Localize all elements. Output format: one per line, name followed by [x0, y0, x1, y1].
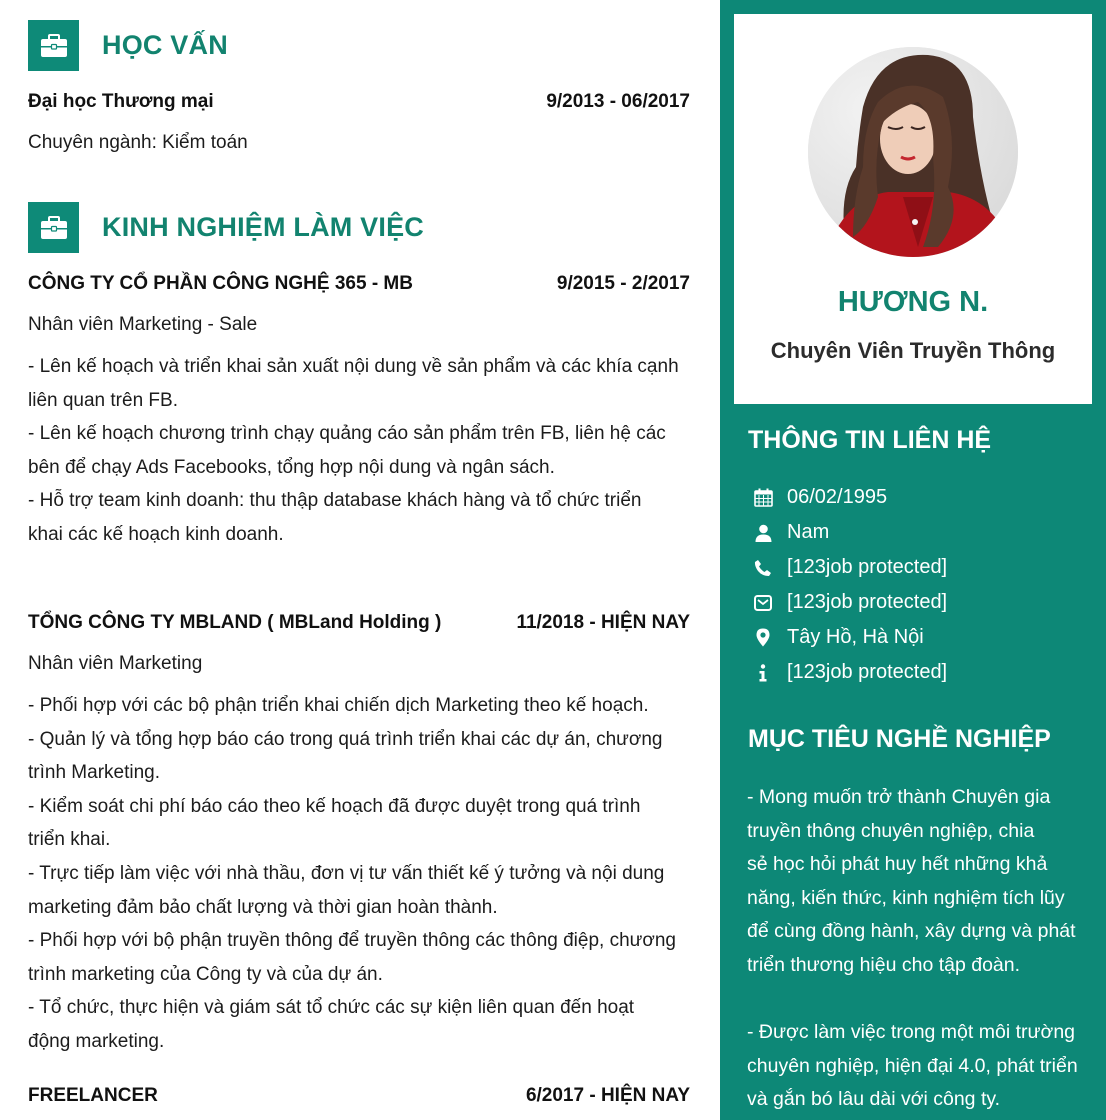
education-header [28, 20, 228, 71]
paragraph-gap [747, 983, 1092, 1017]
contact-title: THÔNG TIN LIÊN HỆ [748, 426, 992, 454]
contact-list [752, 480, 947, 690]
description-line: trình marketing của Công ty và của dự án. [28, 963, 383, 985]
description-line: - Lên kế hoạch chương trình chạy quảng cáo sản phẩm trên FB, liên hệ các [28, 423, 666, 445]
contact-item-address [752, 620, 947, 655]
description-line: - Kiểm soát chi phí báo cáo theo kế hoạch đã được duyệt trong quá trình [28, 795, 641, 817]
description-line: khai các kế hoạch kinh doanh. [28, 523, 284, 545]
gender-value: Nam [787, 521, 830, 543]
objective-line: - Mong muốn trở thành Chuyên gia [747, 786, 1051, 808]
profile-name: HƯƠNG N. [837, 286, 989, 318]
description-line: trình Marketing. [28, 762, 160, 784]
education-entry [28, 91, 690, 113]
job-period: 9/2015 - 2/2017 [556, 273, 690, 294]
objective-line: và gắn bó lâu dài với công ty. [747, 1088, 1001, 1111]
job-header [28, 273, 690, 295]
objective-line: sẻ học hỏi phát huy hết những khả [747, 853, 1048, 876]
briefcase-icon [28, 20, 79, 71]
sidebar [720, 0, 1106, 1120]
objective-line: để cùng đồng hành, xây dựng và phát [747, 920, 1076, 943]
education-major: Chuyên ngành: Kiểm toán [28, 132, 248, 153]
phone-value: [123job protected] [787, 556, 948, 578]
experience-header [28, 202, 424, 253]
description-line: động marketing. [28, 1030, 165, 1052]
envelope-icon [752, 592, 774, 614]
job-position: Nhân viên Marketing - Sale [28, 314, 258, 335]
objective-line: năng, kiến thức, kinh nghiệm tích lũy [747, 886, 1065, 909]
job-description [28, 350, 698, 552]
description-line: - Phối hợp với các bộ phận triển khai chiến dịch Marketing theo kế hoạch. [28, 695, 649, 716]
job-description [28, 689, 698, 1059]
profile-job-title: Chuyên Viên Truyền Thông [770, 338, 1056, 363]
description-line: - Lên kế hoạch và triển khai sản xuất nội dung về sản phẩm và các khía cạnh [28, 356, 679, 377]
avatar [808, 47, 1018, 257]
education-title: HỌC VẤN [102, 30, 228, 60]
experience-title: KINH NGHIỆM LÀM VIỆC [102, 212, 425, 242]
objective-line: truyền thông chuyên nghiệp, chia [747, 819, 1035, 842]
job-header [28, 1085, 690, 1107]
contact-item-info [752, 655, 947, 690]
job-header [28, 612, 690, 634]
description-line: marketing đảm bảo chất lượng và thời gian hoàn thành. [28, 896, 498, 918]
calendar-icon [752, 487, 774, 509]
description-line: - Tổ chức, thực hiện và giám sát tổ chức các sự kiện liên quan đến hoạt [28, 997, 635, 1019]
contact-item-phone [752, 550, 947, 585]
phone-icon [752, 557, 774, 579]
objective-line: chuyên nghiệp, hiện đại 4.0, phát triển [747, 1054, 1078, 1077]
info-value: [123job protected] [787, 661, 948, 683]
job-position: Nhân viên Marketing [28, 653, 203, 674]
email-value: [123job protected] [787, 591, 948, 613]
description-line: liên quan trên FB. [28, 389, 178, 411]
description-line: triển khai. [28, 829, 111, 851]
objective-title: MỤC TIÊU NGHỀ NGHIỆP [748, 725, 1051, 753]
job-period: 6/2017 - HIỆN NAY [525, 1085, 690, 1106]
description-line: - Quản lý và tổng hợp báo cáo trong quá trình triển khai các dự án, chương [28, 728, 663, 750]
job-period: 11/2018 - HIỆN NAY [516, 612, 690, 633]
description-line: bên để chạy Ads Facebooks, tổng hợp nội dung và ngân sách. [28, 456, 555, 478]
map-marker-icon [752, 627, 774, 649]
address-value: Tây Hồ, Hà Nội [787, 626, 924, 648]
education-period: 9/2013 - 06/2017 [546, 91, 690, 112]
objective-line: triển thương hiệu cho tập đoàn. [747, 953, 1021, 976]
company-name: FREELANCER [28, 1085, 158, 1106]
school-name: Đại học Thương mại [28, 91, 214, 112]
description-line: - Hỗ trợ team kinh doanh: thu thập database khách hàng và tổ chức triển [28, 490, 642, 512]
company-name: TỔNG CÔNG TY MBLAND ( MBLand Holding ) [28, 612, 442, 633]
briefcase-icon [28, 202, 79, 253]
contact-item-gender [752, 515, 947, 550]
profile-card [734, 14, 1092, 404]
contact-item-birthday [752, 480, 947, 515]
contact-item-email [752, 585, 947, 620]
user-icon [752, 522, 774, 544]
birthday-value: 06/02/1995 [787, 486, 888, 508]
info-icon [752, 662, 774, 684]
description-line: - Phối hợp với bộ phận truyền thông để truyền thông các thông điệp, chương [28, 930, 676, 952]
objective-text [747, 781, 1092, 1117]
objective-line: - Được làm việc trong một môi trường [747, 1021, 1076, 1044]
company-name: CÔNG TY CỔ PHẦN CÔNG NGHỆ 365 - MB [28, 273, 413, 294]
description-line: - Trực tiếp làm việc với nhà thầu, đơn vị tư vấn thiết kế ý tưởng và nội dung [28, 862, 665, 884]
